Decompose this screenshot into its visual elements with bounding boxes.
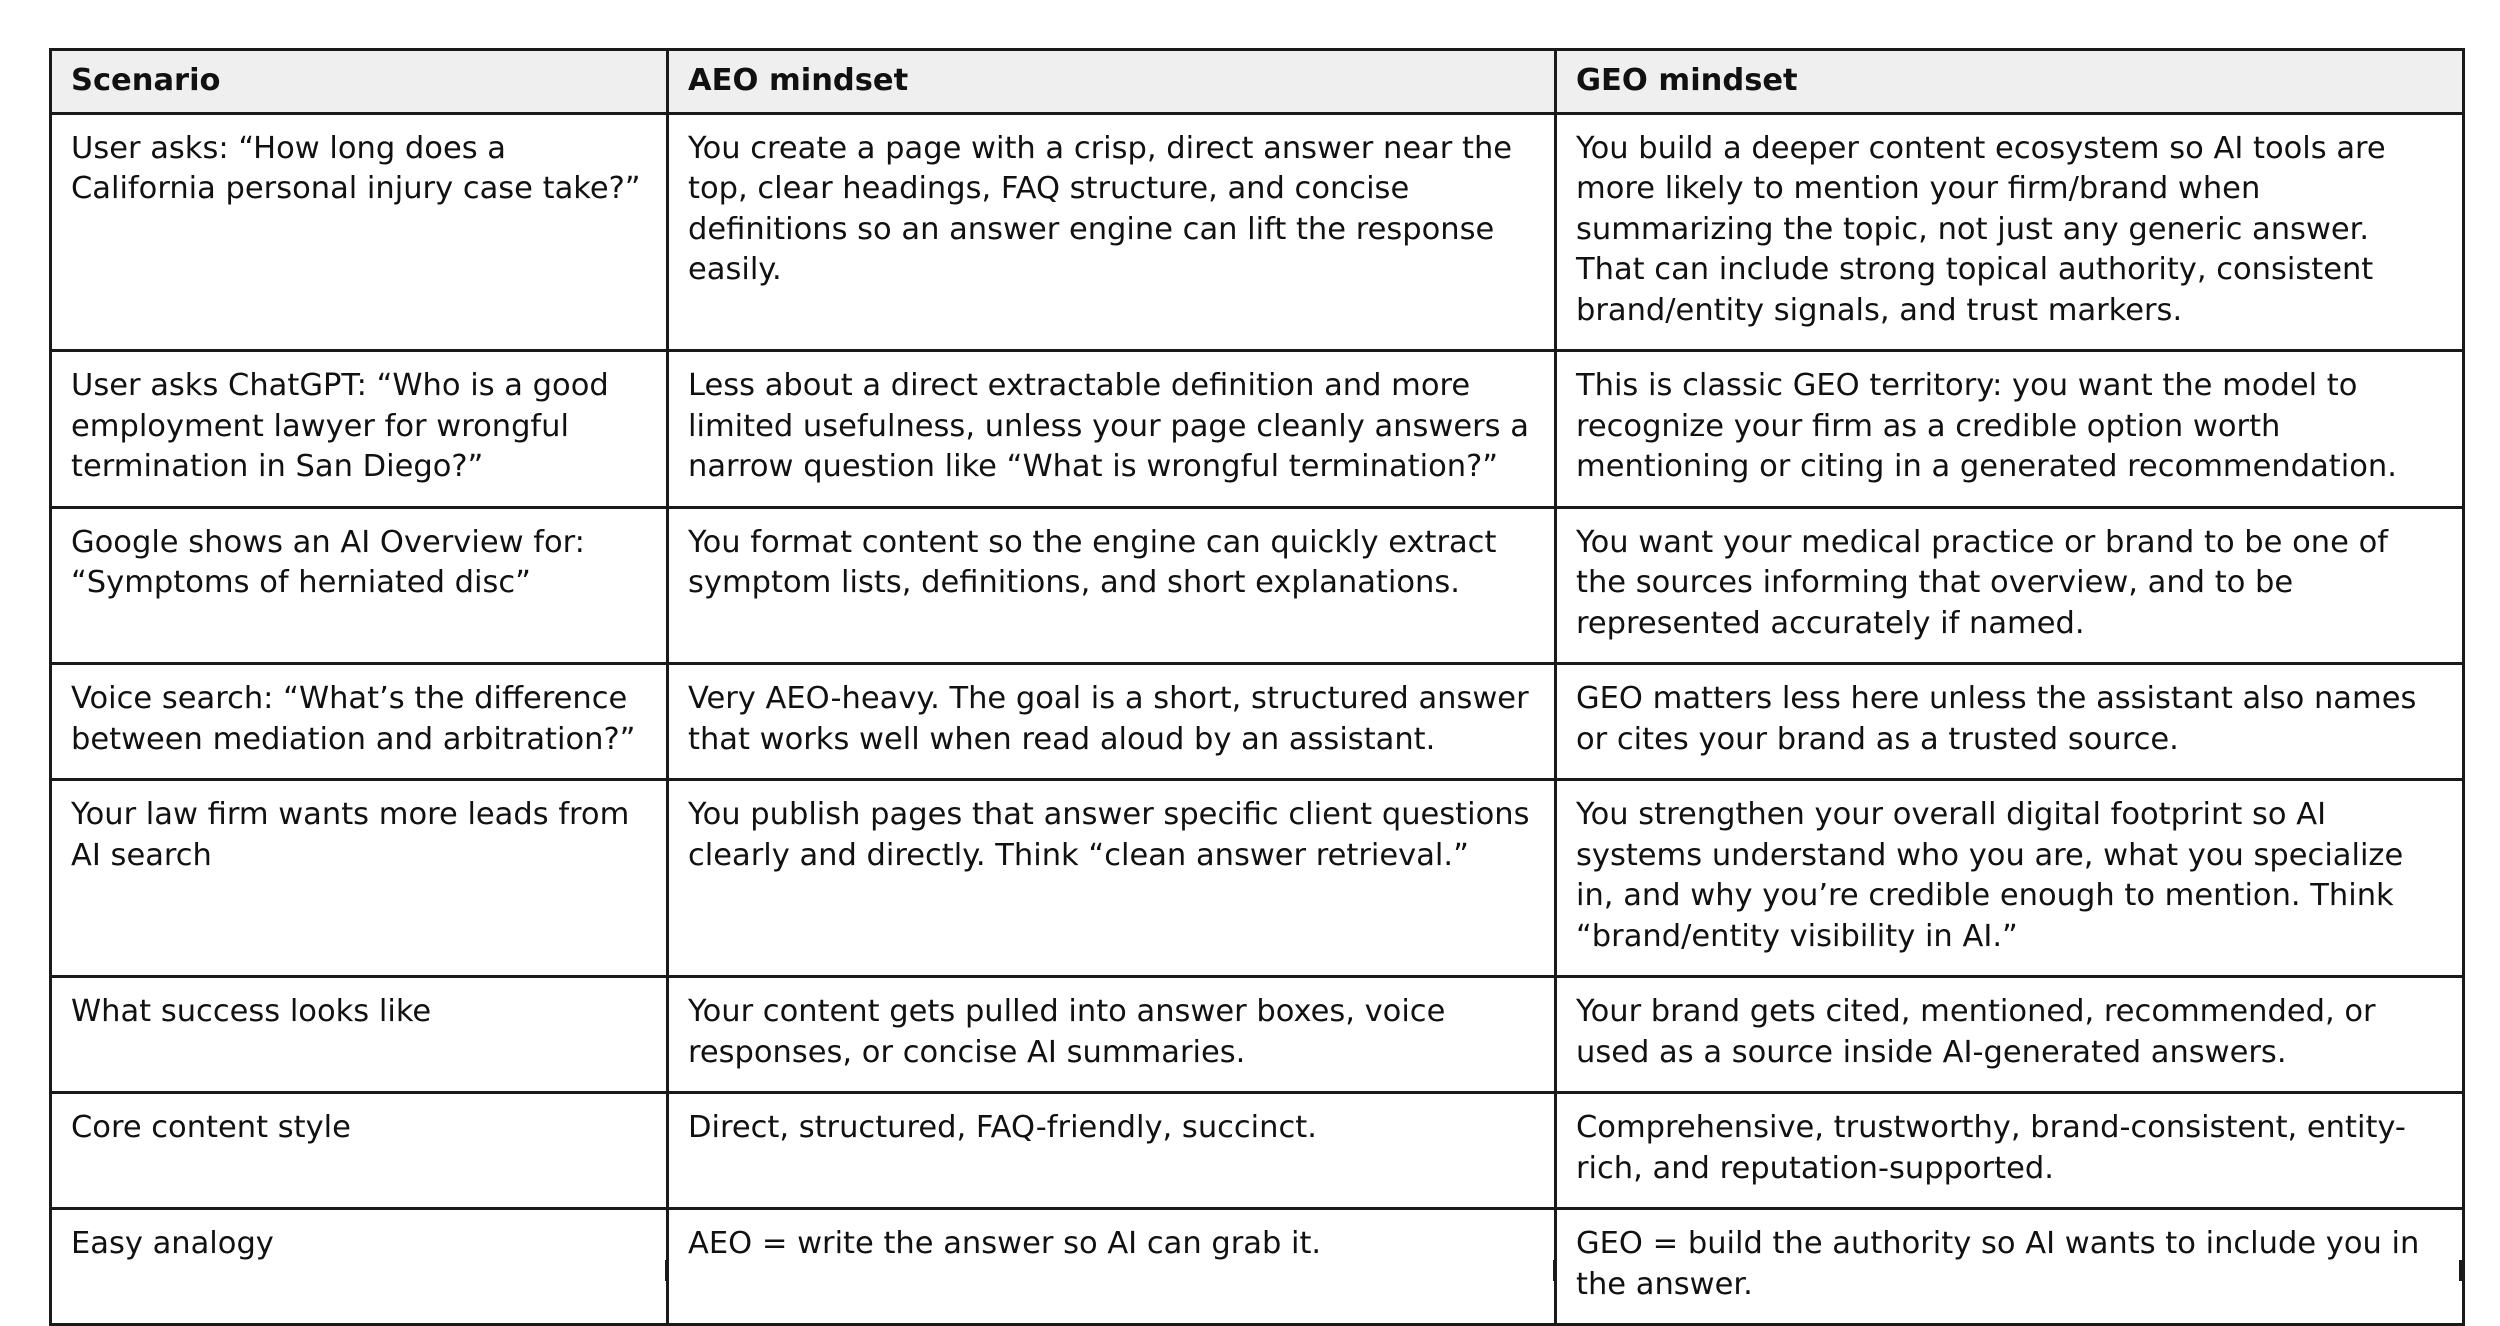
aeo-cell: Direct, structured, FAQ-friendly, succinct. [668,1093,1556,1209]
geo-cell: GEO = build the authority so AI wants to include you in the answer. [1556,1209,2464,1325]
table-row [51,351,2464,508]
aeo-cell: Your content gets pulled into answer boxes, voice responses, or concise AI summaries. [668,977,1556,1093]
aeo-cell: You create a page with a crisp, direct answer near the top, clear headings, FAQ structure, and concise definitions so an answer engine can lift the response easily. [668,113,1556,351]
aeo-cell: Very AEO-heavy. The goal is a short, structured answer that works well when read aloud by an assistant. [668,664,1556,780]
geo-cell: Your brand gets cited, mentioned, recommended, or used as a source inside AI-generated answers. [1556,977,2464,1093]
table-continuation-line-col3 [1553,1260,1556,1281]
scenario-cell: Voice search: “What’s the difference between mediation and arbitration?” [51,664,668,780]
table-row [51,507,2464,664]
column-header-aeo-mindset: AEO mindset [668,50,1556,114]
table-row [51,113,2464,351]
geo-cell: Comprehensive, trustworthy, brand-consistent, entity-rich, and reputation-supported. [1556,1093,2464,1209]
aeo-cell: Less about a direct extractable definition and more limited usefulness, unless your page cleanly answers a narrow question like “What is wrongful termination?” [668,351,1556,508]
scenario-cell: Easy analogy [51,1209,668,1325]
geo-cell: You want your medical practice or brand to be one of the sources informing that overview, and to be represented accurately if named. [1556,507,2464,664]
aeo-cell: You format content so the engine can quickly extract symptom lists, definitions, and short explanations. [668,507,1556,664]
aeo-cell: AEO = write the answer so AI can grab it. [668,1209,1556,1325]
aeo-cell: You publish pages that answer specific client questions clearly and directly. Think “clean answer retrieval.” [668,780,1556,977]
table-continuation-line-col2 [665,1260,668,1281]
table-row [51,977,2464,1093]
table-continuation-line-right [2459,1260,2462,1281]
table-row [51,780,2464,977]
geo-cell: You strengthen your overall digital footprint so AI systems understand who you are, what you specialize in, and why you’re credible enough to mention. Think “brand/entity visibility in AI.” [1556,780,2464,977]
comparison-table [49,48,2465,1326]
scenario-cell: Core content style [51,1093,668,1209]
column-header-scenario: Scenario [51,50,668,114]
table-row [51,664,2464,780]
geo-cell: You build a deeper content ecosystem so AI tools are more likely to mention your firm/brand when summarizing the topic, not just any generic answer. That can include strong topical authority, consistent brand/entity signals, and trust markers. [1556,113,2464,351]
scenario-cell: Google shows an AI Overview for: “Symptoms of herniated disc” [51,507,668,664]
scenario-cell: Your law firm wants more leads from AI search [51,780,668,977]
table-continuation-line-left [49,1260,52,1281]
geo-cell: This is classic GEO territory: you want the model to recognize your firm as a credible option worth mentioning or citing in a generated recommendation. [1556,351,2464,508]
scenario-cell: User asks: “How long does a California personal injury case take?” [51,113,668,351]
table-header-row [51,50,2464,114]
scenario-cell: What success looks like [51,977,668,1093]
geo-cell: GEO matters less here unless the assistant also names or cites your brand as a trusted source. [1556,664,2464,780]
scenario-cell: User asks ChatGPT: “Who is a good employment lawyer for wrongful termination in San Diego?” [51,351,668,508]
table-row [51,1209,2464,1325]
table-row [51,1093,2464,1209]
column-header-geo-mindset: GEO mindset [1556,50,2464,114]
